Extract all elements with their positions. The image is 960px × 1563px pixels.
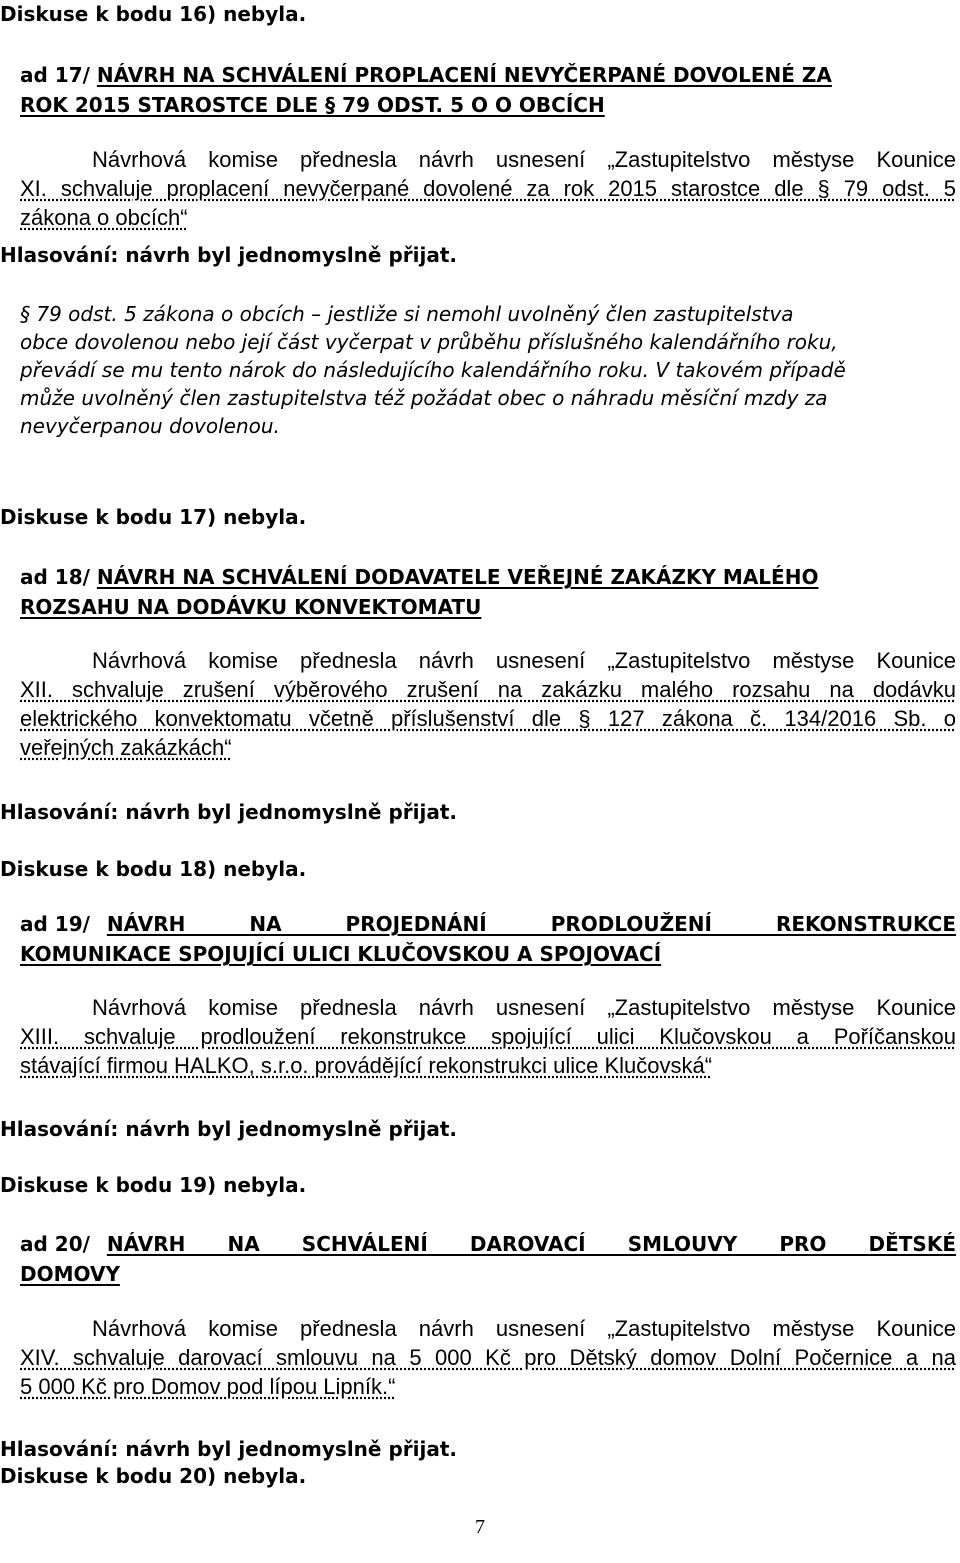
item-17-prefix: ad 17/	[20, 63, 97, 87]
item-20-proposal-line2: XIV. schvaluje darovací smlouvu na 5 000 Kč pro Dětský domov Dolní Počernice a na	[20, 1345, 956, 1370]
item-17-vote: Hlasování: návrh byl jednomyslně přijat.	[0, 243, 457, 267]
item-18-proposal-intro: Návrhová komise přednesla návrh usnesení „Zastupitelstvo městyse Kounice	[92, 648, 956, 673]
item-20-title-line2: DOMOVY	[20, 1262, 120, 1286]
item-18-proposal	[20, 646, 956, 762]
discussion-20: Diskuse k bodu 20) nebyla.	[0, 1464, 307, 1488]
item-17-proposal-line3: zákona o obcích“	[20, 205, 188, 230]
item-18-proposal-line3: elektrického konvektomatu včetně příslušenství dle § 127 zákona č. 134/2016 Sb. o	[20, 706, 956, 731]
item-19-title-line2: KOMUNIKACE SPOJUJÍCÍ ULICI KLUČOVSKOU A SPOJOVACÍ	[20, 942, 662, 966]
item-19-proposal-line2: XIII. schvaluje prodloužení rekonstrukce spojující ulici Klučovskou a Poříčanskou	[20, 1024, 956, 1049]
item-17-note-line3: převádí se mu tento nárok do následujícího kalendářního roku. V takovém případě	[20, 358, 846, 382]
item-18-prefix: ad 18/	[20, 565, 97, 589]
item-17-note-line2: obce dovolenou nebo její část vyčerpat v průběhu příslušného kalendářního roku,	[20, 330, 838, 354]
discussion-18: Diskuse k bodu 18) nebyla.	[0, 857, 307, 881]
item-17-proposal-intro: Návrhová komise přednesla návrh usnesení „Zastupitelstvo městyse Kounice	[92, 147, 956, 172]
item-20-prefix: ad 20/	[20, 1232, 97, 1256]
item-20-vote: Hlasování: návrh byl jednomyslně přijat.	[0, 1437, 457, 1461]
item-19-proposal-intro: Návrhová komise přednesla návrh usnesení „Zastupitelstvo městyse Kounice	[92, 995, 956, 1020]
page-number: 7	[475, 1516, 485, 1538]
item-18-title-line1: NÁVRH NA SCHVÁLENÍ DODAVATELE VEŘEJNÉ ZAKÁZKY MALÉHO	[96, 565, 819, 589]
item-17-title-line2: ROK 2015 STAROSTCE DLE § 79 ODST. 5 O O OBCÍCH	[20, 93, 605, 117]
item-17-note-line4: může uvolněný člen zastupitelstva též požádat obec o náhradu měsíční mzdy za	[20, 386, 828, 410]
discussion-16: Diskuse k bodu 16) nebyla.	[0, 2, 307, 26]
item-19-heading	[20, 909, 956, 969]
item-20-title-line1: NÁVRH NA SCHVÁLENÍ DAROVACÍ SMLOUVY PRO DĚTSKÉ	[106, 1232, 956, 1256]
item-17-proposal	[20, 145, 956, 232]
item-18-proposal-line4: veřejných zakázkách“	[20, 735, 232, 760]
item-17-note-line5: nevyčerpanou dovolenou.	[20, 414, 280, 438]
item-19-proposal	[20, 993, 956, 1080]
item-19-vote: Hlasování: návrh byl jednomyslně přijat.	[0, 1117, 457, 1141]
item-20-proposal-intro: Návrhová komise přednesla návrh usnesení „Zastupitelstvo městyse Kounice	[92, 1316, 956, 1341]
item-20-proposal	[20, 1314, 956, 1401]
item-19-title-line1: NÁVRH NA PROJEDNÁNÍ PRODLOUŽENÍ REKONSTRUKCE	[106, 912, 956, 936]
item-18-title-line2: ROZSAHU NA DODÁVKU KONVEKTOMATU	[20, 595, 482, 619]
item-20-proposal-line3: 5 000 Kč pro Domov pod lípou Lipník.“	[20, 1374, 396, 1399]
item-19-prefix: ad 19/	[20, 912, 97, 936]
item-17-note-line1: § 79 odst. 5 zákona o obcích – jestliže si nemohl uvolněný člen zastupitelstva	[20, 302, 794, 326]
discussion-19: Diskuse k bodu 19) nebyla.	[0, 1173, 307, 1197]
item-17-proposal-line2: XI. schvaluje proplacení nevyčerpané dovolené za rok 2015 starostce dle § 79 odst. 5	[20, 176, 956, 201]
item-17-title-line1: NÁVRH NA SCHVÁLENÍ PROPLACENÍ NEVYČERPANÉ DOVOLENÉ ZA	[96, 63, 832, 87]
item-18-proposal-line2: XII. schvaluje zrušení výběrového zrušení na zakázku malého rozsahu na dodávku	[20, 677, 956, 702]
item-18-vote: Hlasování: návrh byl jednomyslně přijat.	[0, 800, 457, 824]
discussion-17: Diskuse k bodu 17) nebyla.	[0, 505, 307, 529]
item-20-heading	[20, 1229, 956, 1289]
item-17-heading	[20, 60, 956, 120]
item-19-proposal-line3: stávající firmou HALKO, s.r.o. provádějící rekonstrukci ulice Klučovská“	[20, 1053, 713, 1078]
item-18-heading	[20, 562, 956, 622]
item-17-note	[20, 300, 956, 440]
